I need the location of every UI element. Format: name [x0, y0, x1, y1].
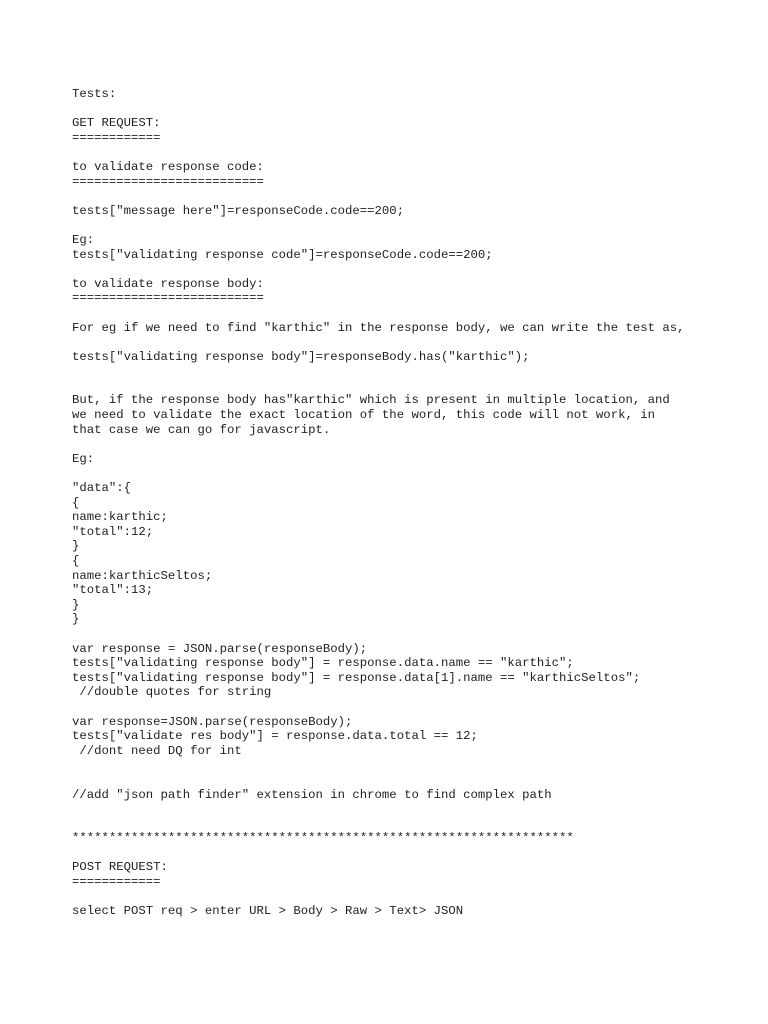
document-line: {	[72, 554, 80, 568]
document-line: that case we can go for javascript.	[72, 422, 331, 437]
document-line	[72, 364, 752, 379]
document-line: GET REQUEST:	[72, 116, 161, 131]
document-line: {	[72, 495, 80, 510]
document-line: tests["validating response code"]=responseCode.code==200;	[72, 247, 493, 262]
document-line	[72, 437, 752, 452]
document-line: ********************************************************************	[72, 831, 574, 846]
document-line: select POST req > enter URL > Body > Raw > Text> JSON	[72, 904, 464, 919]
document-line	[72, 817, 752, 832]
document-line: But, if the response body has"karthic" which is present in multiple location, and	[72, 393, 670, 408]
document-line: "data":{	[72, 481, 132, 496]
document-line: }	[72, 539, 80, 554]
document-text	[72, 87, 752, 919]
document-line: to validate response body:	[72, 276, 264, 291]
document-line	[72, 890, 752, 905]
document-line: //add "json path finder" extension in chrome to find complex path	[72, 787, 552, 802]
document-line	[72, 700, 752, 715]
document-line: name:karthicSeltos;	[72, 568, 213, 583]
document-line: var response = JSON.parse(responseBody);	[72, 641, 368, 656]
document-line: tests["validate res body"] = response.data.total == 12;	[72, 729, 478, 744]
document-line: }	[72, 597, 80, 612]
document-line: "total":13;	[72, 583, 154, 598]
document-line	[72, 846, 752, 861]
document-line	[72, 102, 752, 117]
document-line: Eg:	[72, 451, 95, 466]
document-line: tests["validating response body"]=responseBody.has("karthic");	[72, 349, 530, 364]
document-line: "total":12;	[72, 524, 154, 539]
document-line: //double quotes for string	[72, 685, 272, 700]
document-line: Eg:	[72, 232, 95, 247]
document-line	[72, 335, 752, 350]
document-line: }	[72, 612, 80, 627]
document-line: ==========================	[72, 174, 264, 189]
document-line: Tests:	[72, 87, 117, 101]
document-line	[72, 145, 752, 160]
document-line: we need to validate the exact location of the word, this code will not work, in	[72, 408, 655, 423]
document-line	[72, 466, 752, 481]
document-line	[72, 306, 752, 321]
document-line	[72, 379, 752, 394]
document-line: tests["validating response body"] = response.data[1].name == "karthicSeltos";	[72, 670, 641, 685]
document-line: ==========================	[72, 291, 264, 306]
document-line: //dont need DQ for int	[72, 743, 242, 758]
document-line: POST REQUEST:	[72, 860, 168, 875]
document-line: ============	[72, 130, 161, 145]
document-line: For eg if we need to find "karthic" in the response body, we can write the test as,	[72, 320, 685, 335]
document-line	[72, 758, 752, 773]
document-line	[72, 627, 752, 642]
document-line: tests["message here"]=responseCode.code==200;	[72, 203, 405, 218]
document-line: ============	[72, 875, 161, 890]
document-line: name:karthic;	[72, 510, 168, 525]
document-line	[72, 773, 752, 788]
document-line: to validate response code:	[72, 159, 264, 174]
document-line	[72, 802, 752, 817]
document-line	[72, 218, 752, 233]
document-line: var response=JSON.parse(responseBody);	[72, 714, 353, 729]
document-line	[72, 262, 752, 277]
document-line: tests["validating response body"] = response.data.name == "karthic";	[72, 656, 574, 671]
document-line	[72, 189, 752, 204]
